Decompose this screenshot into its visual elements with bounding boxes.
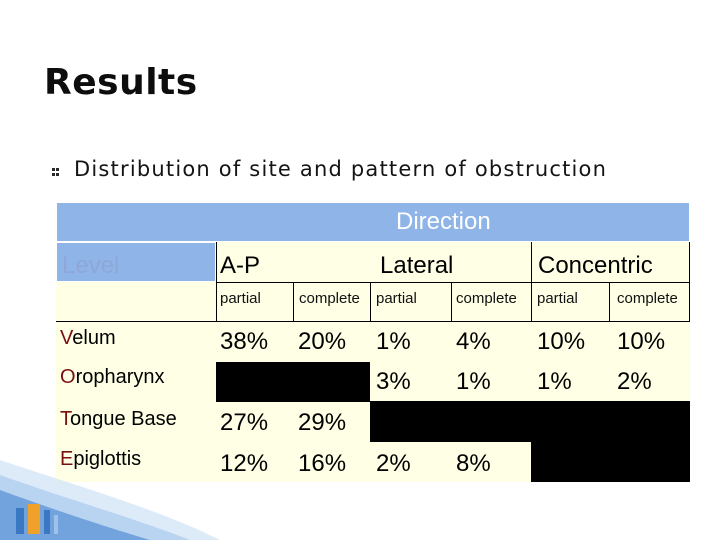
group-lateral-heading: Lateral xyxy=(380,252,454,279)
row-label-epiglottis: Epiglottis xyxy=(60,448,142,470)
cell-velum-lateral-complete: 4% xyxy=(456,328,491,355)
grid-line xyxy=(609,282,610,322)
level-heading: Level xyxy=(62,252,120,279)
slide-title: Results xyxy=(44,62,198,103)
cell-oropharynx-lateral-partial: 3% xyxy=(376,368,411,395)
subhead-concentric-complete: complete xyxy=(617,290,678,307)
cell-epiglottis-ap-complete: 16% xyxy=(298,450,347,477)
grid-line xyxy=(451,282,452,322)
cell-velum-concentric-partial: 10% xyxy=(537,328,586,355)
row-label-velum: Velum xyxy=(60,327,116,349)
grid-line xyxy=(370,282,371,322)
corner-decoration xyxy=(0,420,720,540)
group-ap-heading: A-P xyxy=(220,252,261,279)
direction-heading: Direction xyxy=(396,208,491,235)
cell-oropharynx-lateral-complete: 1% xyxy=(456,368,491,395)
cell-epiglottis-ap-partial: 12% xyxy=(220,450,269,477)
subhead-lateral-complete: complete xyxy=(456,290,517,307)
header-direction-cell xyxy=(56,202,690,242)
empty-block-oropharynx-ap xyxy=(216,362,370,402)
cell-tongue-ap-complete: 29% xyxy=(298,409,347,436)
subhead-concentric-partial: partial xyxy=(537,290,578,307)
cell-tongue-ap-partial: 27% xyxy=(220,409,269,436)
cell-velum-concentric-complete: 10% xyxy=(617,328,666,355)
row-label-tongue-base: Tongue Base xyxy=(60,408,177,430)
cell-velum-ap-complete: 20% xyxy=(298,328,347,355)
bullet-text: Distribution of site and pattern of obstruction xyxy=(74,157,608,181)
row-label-oropharynx: Oropharynx xyxy=(60,366,165,388)
subhead-ap-partial: partial xyxy=(220,290,261,307)
grid-line xyxy=(56,321,690,322)
grid-line xyxy=(216,282,690,283)
grid-line xyxy=(293,282,294,322)
cell-velum-lateral-partial: 1% xyxy=(376,328,411,355)
cell-oropharynx-concentric-partial: 1% xyxy=(537,368,572,395)
cell-velum-ap-partial: 38% xyxy=(220,328,269,355)
cell-oropharynx-concentric-complete: 2% xyxy=(617,368,652,395)
subhead-lateral-partial: partial xyxy=(376,290,417,307)
cell-epiglottis-lateral-partial: 2% xyxy=(376,450,411,477)
subhead-ap-complete: complete xyxy=(299,290,360,307)
group-concentric-heading: Concentric xyxy=(538,252,653,279)
cell-epiglottis-lateral-complete: 8% xyxy=(456,450,491,477)
bullet-icon xyxy=(52,168,59,176)
